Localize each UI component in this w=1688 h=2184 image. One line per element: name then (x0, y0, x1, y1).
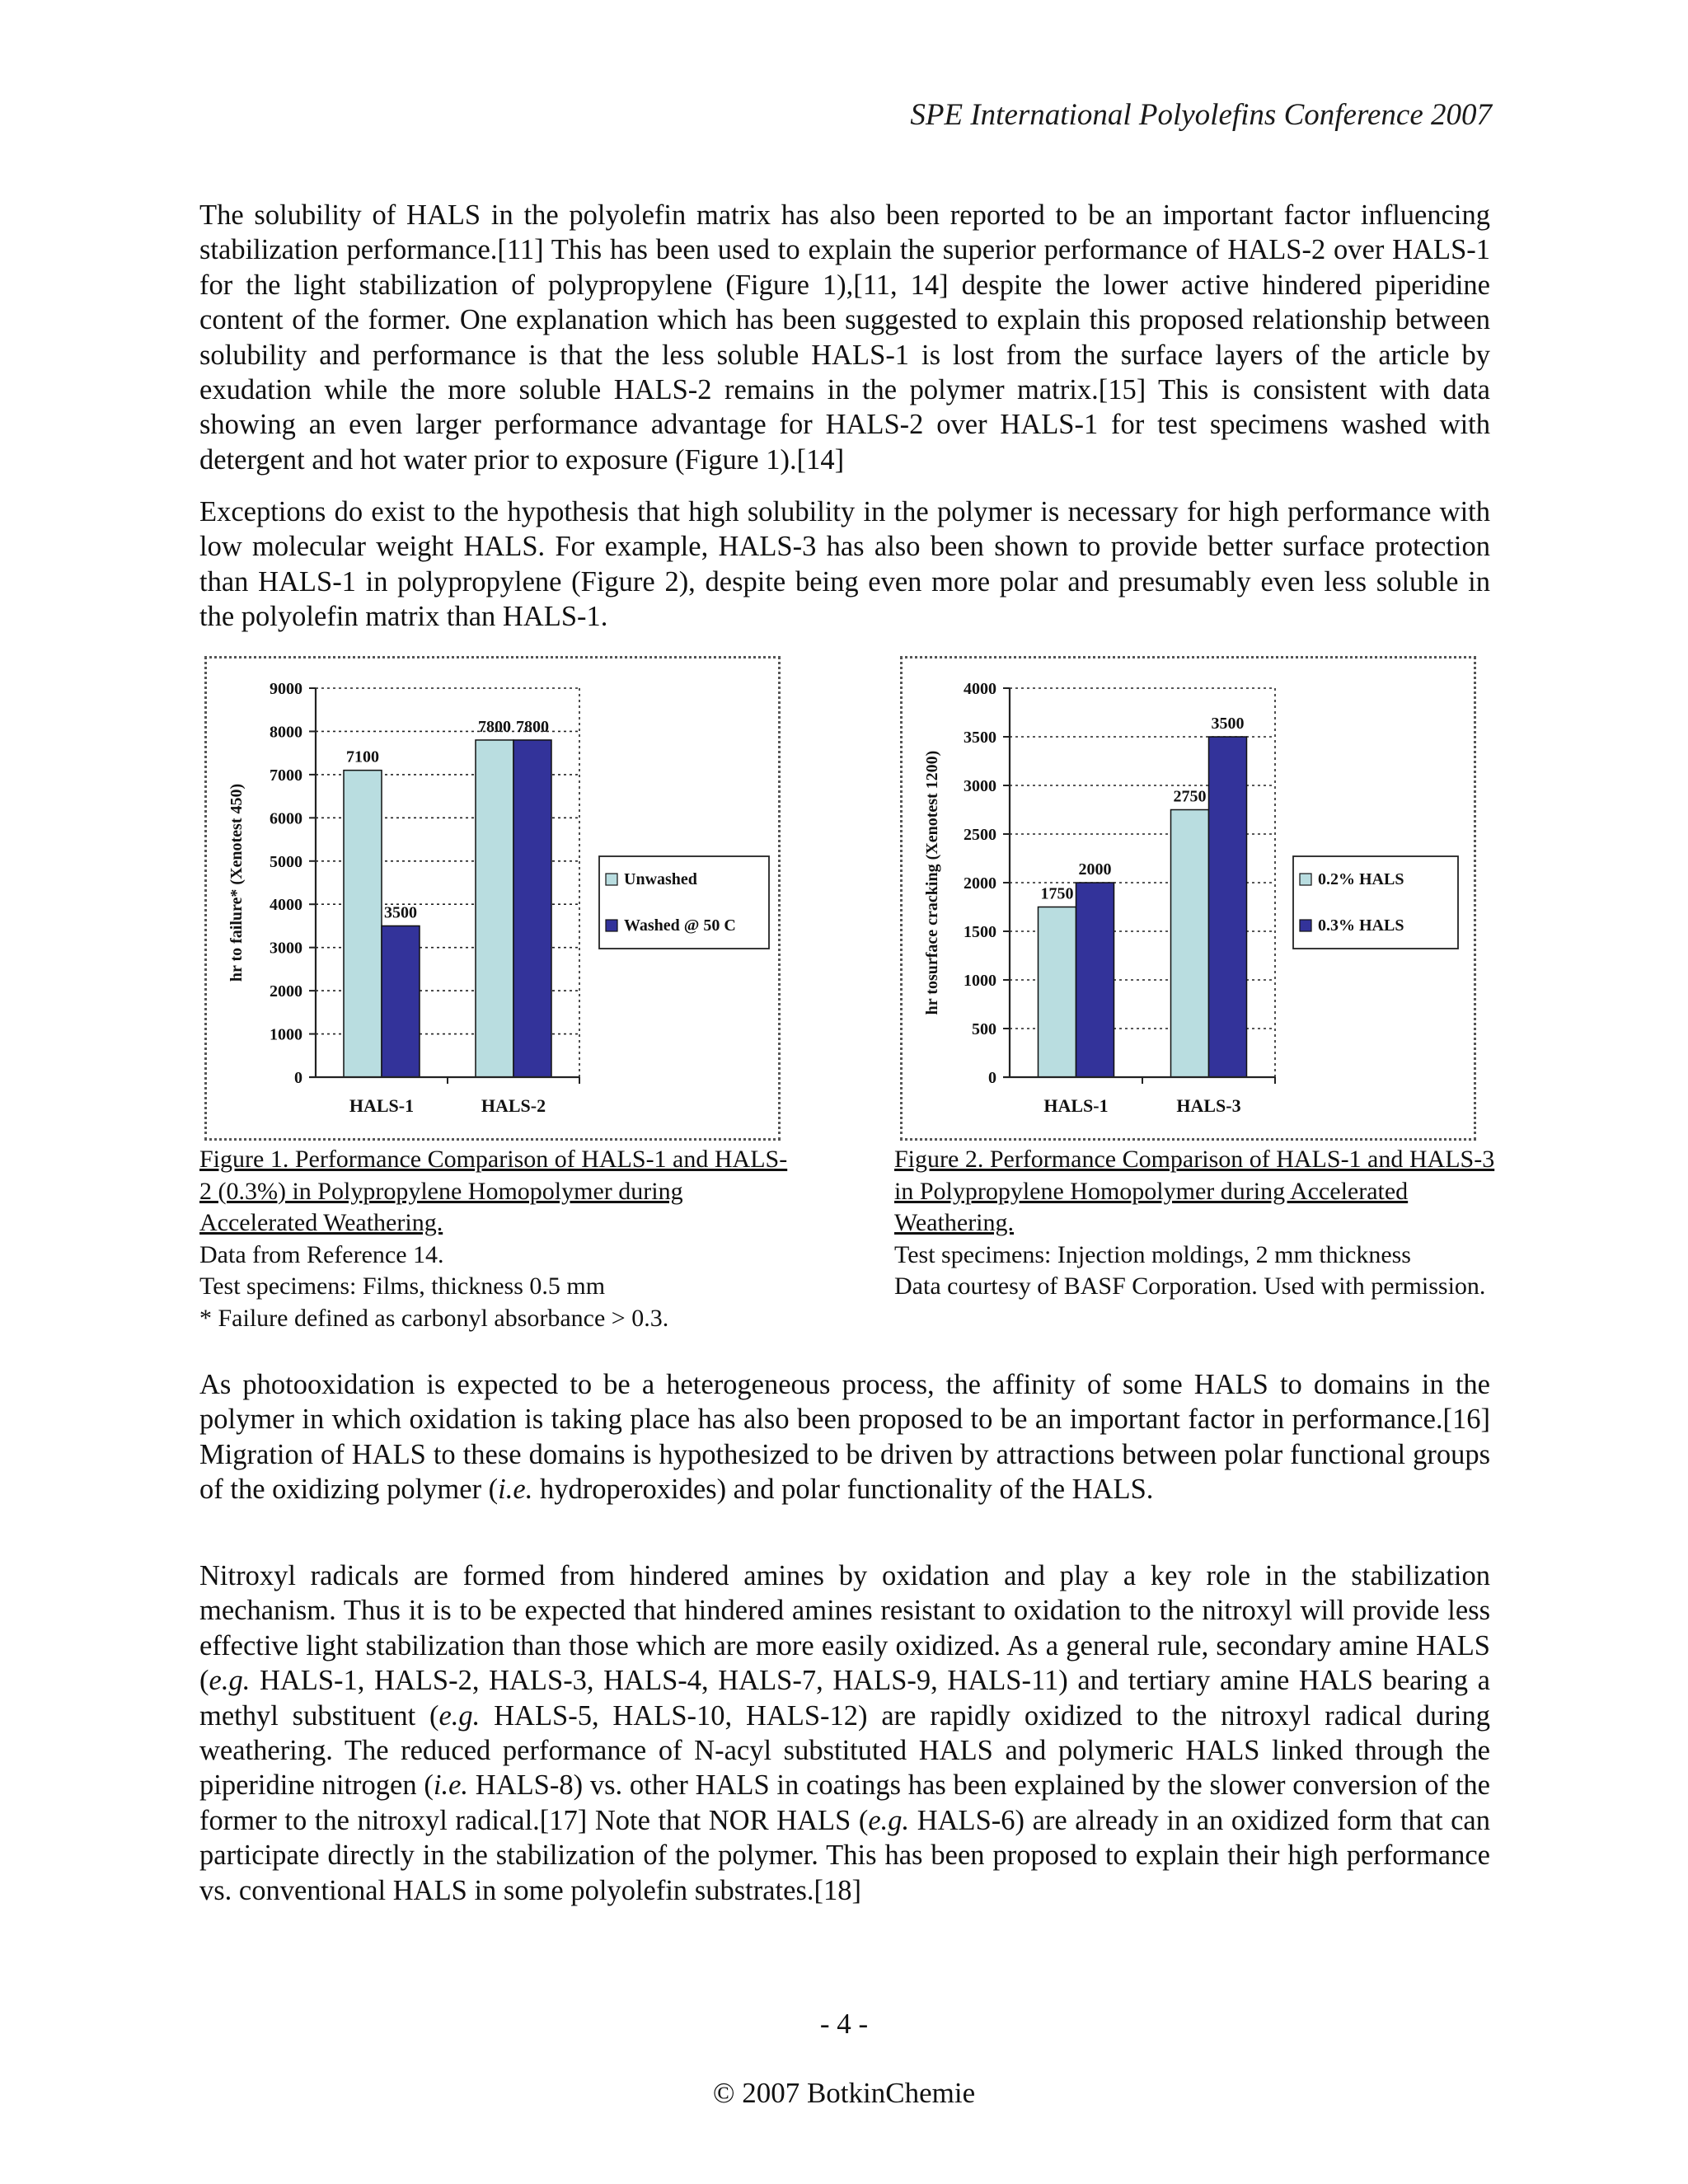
y-tick-label: 4000 (270, 896, 302, 915)
y-tick-label: 1000 (270, 1025, 302, 1044)
y-tick-label: 3000 (270, 939, 302, 958)
page-number: - 4 - (819, 2008, 869, 2040)
figure-1-specimens: Test specimens: Films, thickness 0.5 mm (199, 1272, 606, 1301)
legend-swatch (606, 920, 617, 931)
y-tick-label: 1500 (964, 923, 996, 941)
x-tick-label: HALS-2 (481, 1095, 546, 1116)
x-tick-label: HALS-1 (1043, 1095, 1109, 1116)
legend-swatch (1300, 920, 1311, 931)
copyright-footer: © 2007 BotkinChemie (712, 2077, 976, 2109)
bar (1171, 810, 1209, 1078)
y-tick-label: 500 (972, 1020, 996, 1038)
figure-1-chart-box (204, 656, 781, 1141)
figure-1-title: Figure 1. Performance Comparison of HALS-1 and HALS-2 (0.3%) in Polypropylene Homopolymer during Accelerated Weathering. (199, 1146, 788, 1237)
figure-2-chart (903, 658, 1474, 1138)
figure-2-chart-box (900, 656, 1476, 1141)
figure-1-caption (199, 1144, 793, 1335)
y-tick-label: 4000 (964, 680, 996, 698)
y-tick-label: 1000 (964, 972, 996, 990)
paragraph-solubility: The solubility of HALS in the polyolefin matrix has also been reported to be an important factor influencing stabilization performance.[11] This has been used to explain the superior performance of HALS-2 over HALS-1 for the light stabilization of polypropylene (Figure 1),[11, 14] despite the lower active hindered piperidine content of the former. One explanation which has been suggested to explain this proposed relationship between solubility and performance is that the less soluble HALS-1 is lost from the surface layers of the article by exudation while the more soluble HALS-2 remains in the polymer matrix.[15] This is consistent with data showing an even larger performance advantage for HALS-2 over HALS-1 for test specimens washed with detergent and hot water prior to exposure (Figure 1).[14] (199, 199, 1490, 476)
figure-2-title: Figure 2. Performance Comparison of HALS-1 and HALS-3 in Polypropylene Homopolymer during Accelerated Weathering. (894, 1146, 1495, 1237)
legend-label: 0.2% HALS (1318, 870, 1404, 888)
data-label: 3500 (384, 903, 417, 922)
data-label: 7800 (478, 717, 511, 736)
data-label: 7100 (346, 748, 379, 766)
bar (382, 926, 420, 1077)
y-tick-label: 5000 (270, 852, 302, 871)
bar (344, 771, 382, 1077)
y-tick-label: 7000 (270, 766, 302, 785)
data-label: 7800 (516, 717, 549, 736)
paragraph-photooxidation: As photooxidation is expected to be a heterogeneous process, the affinity of some HALS to domains in the polymer in which oxidation is taking place has also been proposed to be an important factor in performance.[16] Migration of HALS to these domains is hypothesized to be driven by attractions between polar functional groups of the oxidizing polymer (i.e. hydroperoxides) and polar functionality of the HALS. (199, 1369, 1490, 1506)
bar (1209, 737, 1247, 1077)
y-tick-label: 6000 (270, 809, 302, 828)
legend-swatch (606, 874, 617, 885)
figure-2-specimens: Test specimens: Injection moldings, 2 mm thickness (894, 1240, 1411, 1268)
figure-2-courtesy: Data courtesy of BASF Corporation. Used with permission. (894, 1272, 1486, 1301)
figure-2-caption (894, 1144, 1496, 1303)
y-tick-label: 2500 (964, 826, 996, 844)
y-tick-label: 0 (294, 1069, 302, 1087)
figure-1-chart (207, 658, 778, 1138)
running-header: SPE International Polyolefins Conference 2007 (910, 98, 1492, 132)
y-tick-label: 2000 (964, 874, 996, 893)
figure-1-footnote: * Failure defined as carbonyl absorbance > 0.3. (199, 1304, 669, 1332)
legend-label: 0.3% HALS (1318, 916, 1404, 935)
data-label: 2000 (1078, 860, 1112, 879)
bar (1076, 883, 1114, 1077)
y-tick-label: 2000 (270, 982, 302, 1001)
data-label: 2750 (1173, 787, 1207, 806)
y-tick-label: 8000 (270, 723, 302, 742)
y-axis-label: hr to failure* (Xenotest 450) (227, 783, 246, 982)
paragraph-nitroxyl: Nitroxyl radicals are formed from hindered amines by oxidation and play a key role in the stabilization mechanism. Thus it is to be expected that hindered amines resistant to oxidation to the nitroxyl will provide less effective light stabilization than those which are more easily oxidized. As a general rule, secondary amine HALS (e.g. HALS-1, HALS-2, HALS-3, HALS-4, HALS-7, HALS-9, HALS-11) and tertiary amine HALS bearing a methyl substituent (e.g. HALS-5, HALS-10, HALS-12) are rapidly oxidized to the nitroxyl radical during weathering. The reduced performance of N-acyl substituted HALS and polymeric HALS linked through the piperidine nitrogen (i.e. HALS-8) vs. other HALS in coatings has been explained by the slower conversion of the former to the nitroxyl radical.[17] Note that NOR HALS (e.g. HALS-6) are already in an oxidized form that can participate directly in the stabilization of the polymer. This has been proposed to explain their high performance vs. conventional HALS in some polyolefin substrates.[18] (199, 1560, 1490, 1906)
legend-label: Washed @ 50 C (624, 916, 736, 935)
legend-swatch (1300, 874, 1311, 885)
bar (476, 740, 513, 1077)
data-label: 3500 (1211, 715, 1245, 733)
bar (513, 740, 551, 1077)
y-tick-label: 0 (988, 1069, 996, 1087)
paragraph-exceptions: Exceptions do exist to the hypothesis that high solubility in the polymer is necessary for high performance with low molecular weight HALS. For example, HALS-3 has also been shown to provide better surface protection than HALS-1 in polypropylene (Figure 2), despite being even more polar and presumably even less soluble in the polyolefin matrix than HALS-1. (199, 496, 1490, 633)
figure-1-source: Data from Reference 14. (199, 1240, 444, 1268)
y-tick-label: 3500 (964, 729, 996, 747)
x-tick-label: HALS-3 (1176, 1095, 1241, 1116)
y-tick-label: 3000 (964, 777, 996, 795)
legend-label: Unwashed (624, 870, 697, 888)
y-axis-label: hr tosurface cracking (Xenotest 1200) (923, 750, 941, 1015)
y-tick-label: 9000 (270, 680, 302, 698)
data-label: 1750 (1040, 884, 1074, 903)
bar (1039, 907, 1076, 1078)
x-tick-label: HALS-1 (349, 1095, 415, 1116)
